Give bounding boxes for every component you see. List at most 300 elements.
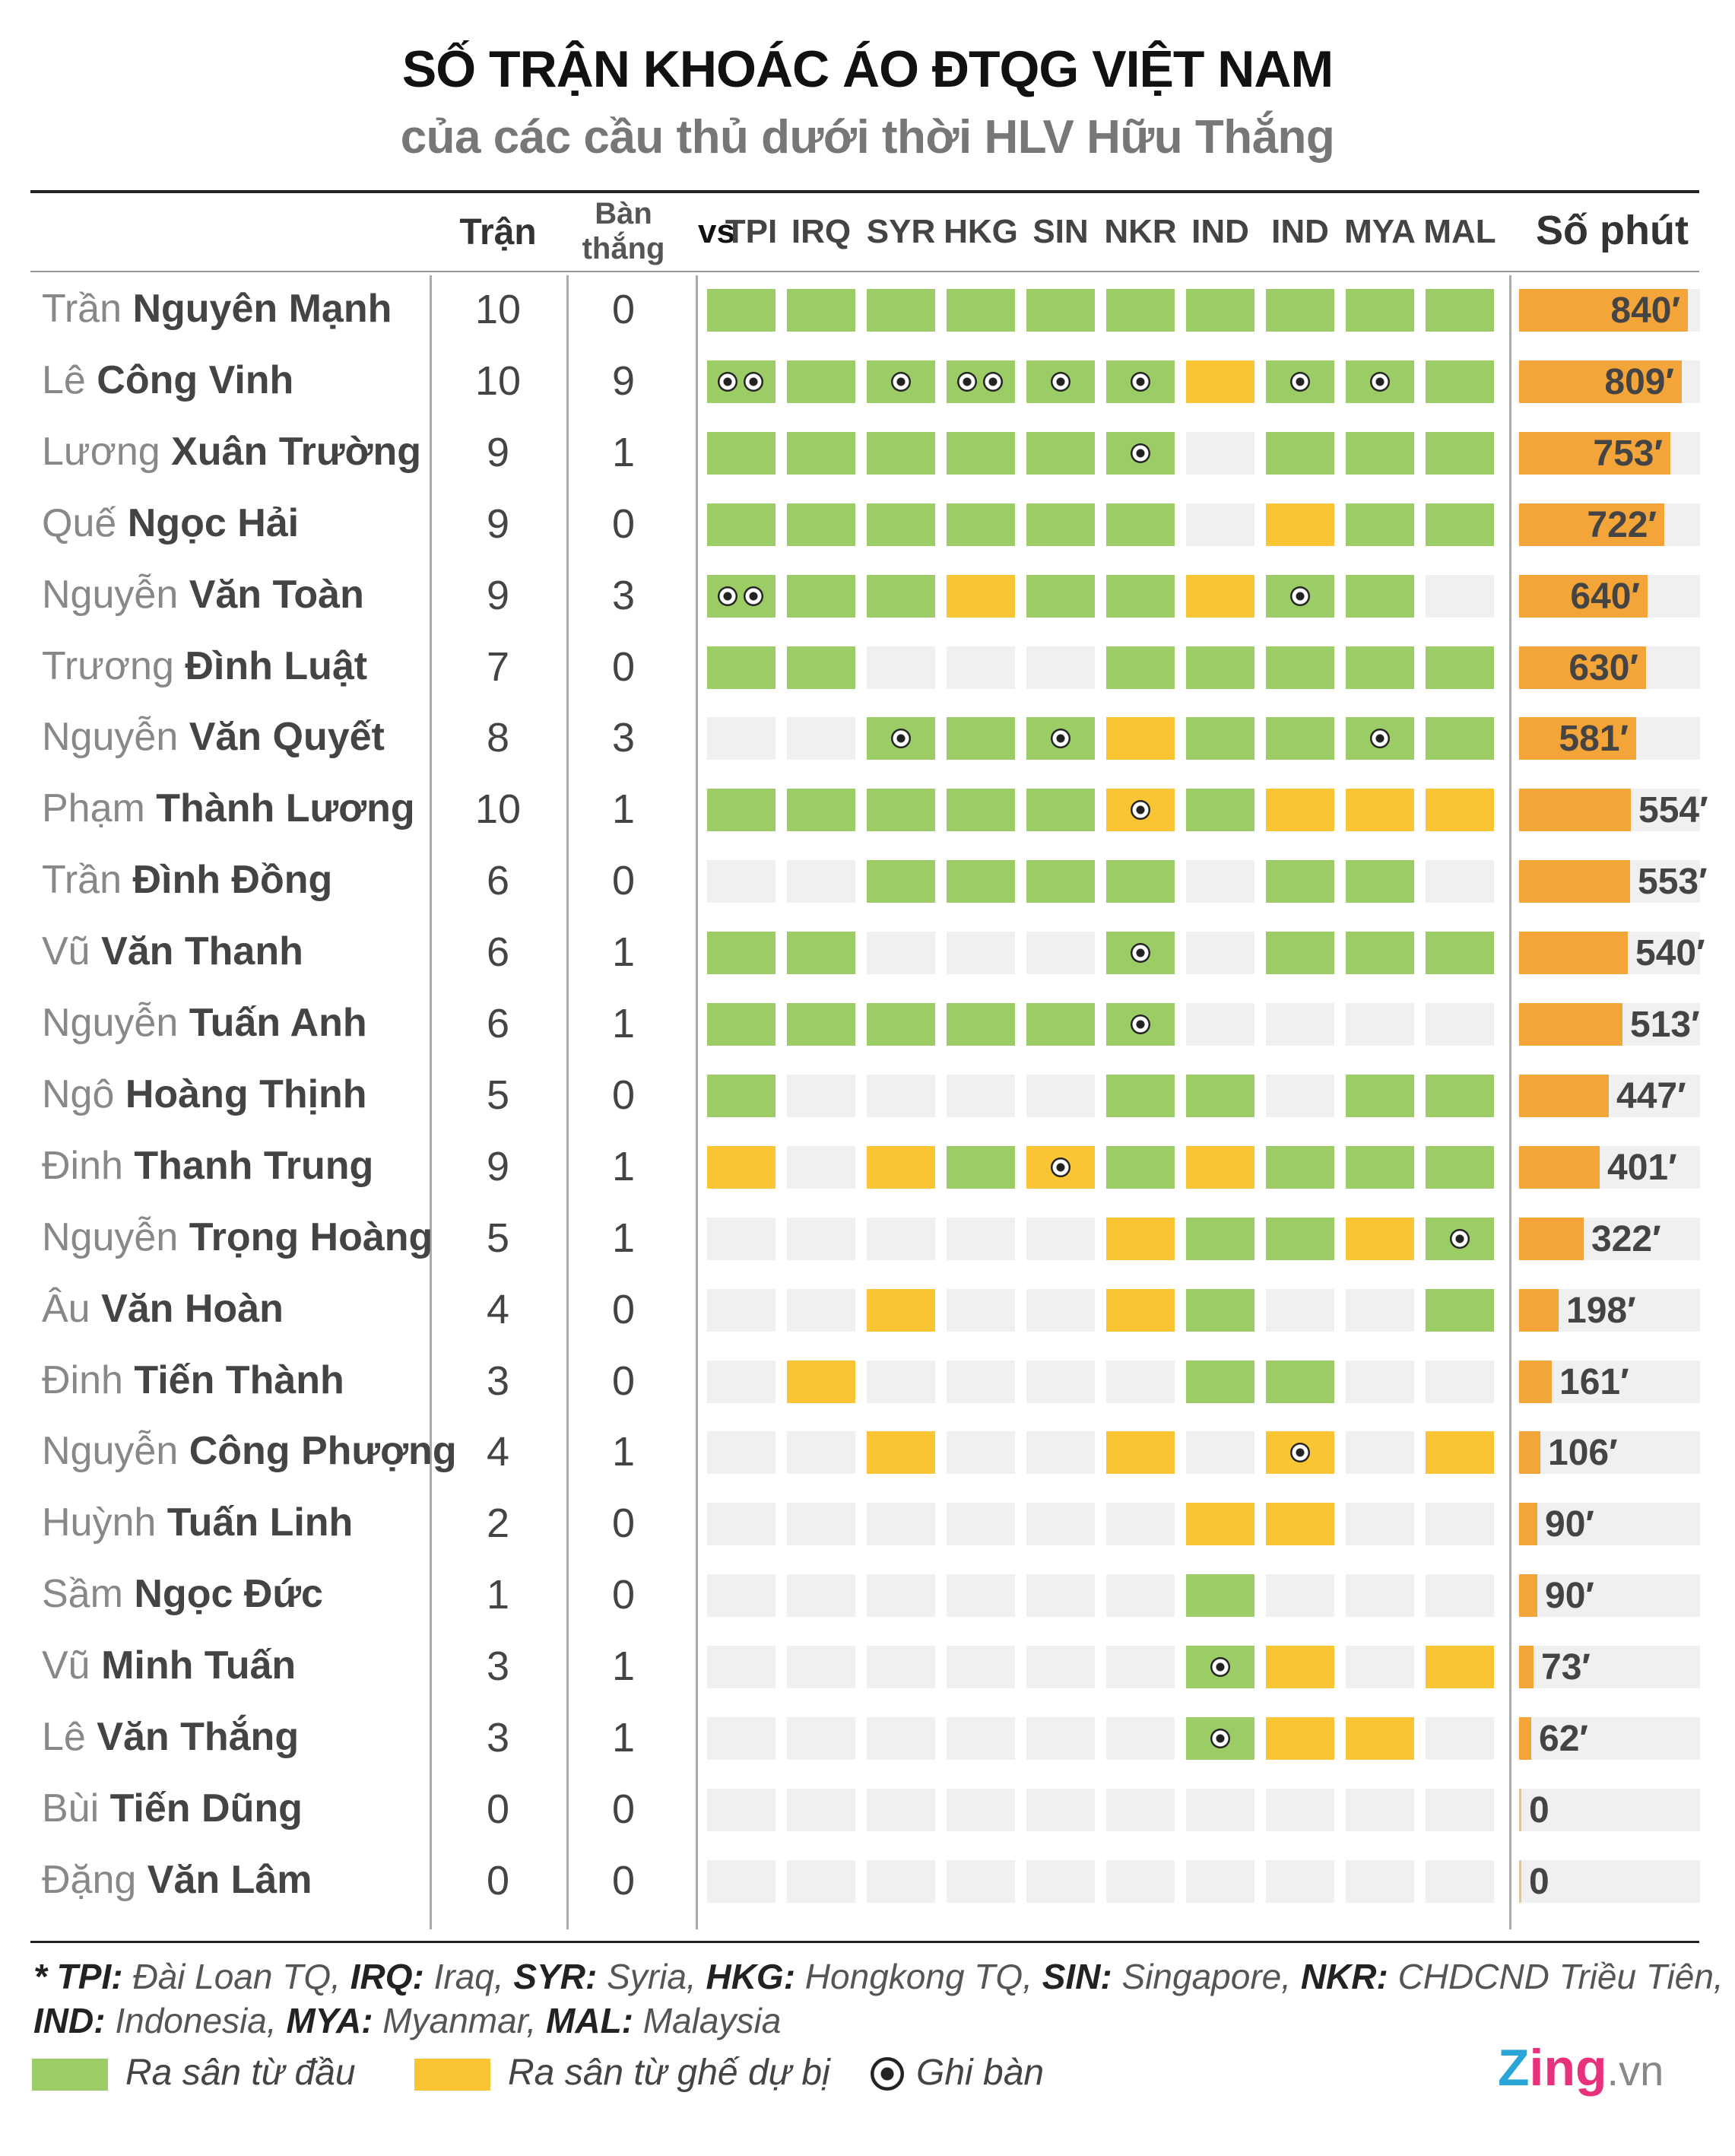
soccer-ball-icon xyxy=(891,372,911,392)
game-cell xyxy=(787,503,855,546)
game-cell xyxy=(1426,1574,1494,1617)
goals-count: 0 xyxy=(611,1786,636,1832)
matches-count: 0 xyxy=(486,1857,510,1904)
game-cell xyxy=(1026,1289,1095,1332)
page-title: SỐ TRẬN KHOÁC ÁO ĐTQG VIỆT NAM xyxy=(401,40,1334,98)
game-cell xyxy=(1266,1789,1334,1831)
minutes-label: 161′ xyxy=(1559,1361,1629,1402)
game-cell xyxy=(1106,860,1175,903)
game-cell xyxy=(1346,1503,1414,1545)
player-last-name: Công Vinh xyxy=(97,357,294,402)
game-cell xyxy=(1346,575,1414,618)
game-cell xyxy=(787,289,855,332)
player-name xyxy=(42,286,392,332)
game-cell xyxy=(1266,860,1334,903)
game-cell xyxy=(1186,1003,1254,1046)
game-cell xyxy=(707,503,776,546)
footnote-line-2-value-2: Malaysia xyxy=(633,2001,782,2040)
game-cell xyxy=(1186,1717,1254,1760)
game-cell xyxy=(787,860,855,903)
player-first-name: Phạm xyxy=(42,786,145,831)
vs-label: vs xyxy=(698,213,735,250)
game-cell xyxy=(1106,1361,1175,1403)
game-cell xyxy=(1106,1218,1175,1260)
game-cell xyxy=(707,1218,776,1260)
game-cell xyxy=(1106,503,1175,546)
goals-count: 1 xyxy=(611,1215,636,1261)
soccer-ball-icon xyxy=(1051,729,1070,748)
game-cell xyxy=(1346,503,1414,546)
soccer-ball-icon xyxy=(1210,1657,1230,1677)
footnote-line-1-key-4: SIN: xyxy=(1042,1957,1112,1996)
minutes-label: 640′ xyxy=(1570,576,1640,617)
game-cell xyxy=(1346,1003,1414,1046)
game-cell xyxy=(1026,360,1095,403)
minutes-bar xyxy=(1519,860,1630,903)
minutes-label: 198′ xyxy=(1566,1290,1636,1331)
player-name xyxy=(42,929,303,974)
game-cell xyxy=(867,1860,935,1903)
goals-count: 0 xyxy=(611,1072,636,1118)
matches-count: 3 xyxy=(486,1357,510,1404)
player-name xyxy=(42,357,293,403)
game-cell xyxy=(1106,1146,1175,1189)
minutes-label: 840′ xyxy=(1610,291,1680,331)
game-cell xyxy=(707,789,776,831)
game-cell xyxy=(867,646,935,689)
game-cell xyxy=(707,646,776,689)
logo-part1: Z xyxy=(1498,2039,1530,2097)
game-cell xyxy=(1026,1431,1095,1474)
soccer-ball-icon xyxy=(1131,372,1150,392)
game-cell xyxy=(867,860,935,903)
game-cell xyxy=(867,1075,935,1117)
game-cell xyxy=(947,1646,1015,1688)
game-cell xyxy=(707,1717,776,1760)
game-cell xyxy=(1426,503,1494,546)
matches-count: 9 xyxy=(486,429,510,475)
game-cell xyxy=(1346,1218,1414,1260)
legend-bench-swatch xyxy=(414,2059,490,2091)
game-cell xyxy=(1266,432,1334,475)
minutes-label: 90′ xyxy=(1545,1504,1594,1545)
goals-count: 9 xyxy=(611,357,636,404)
game-cell xyxy=(947,646,1015,689)
footnote-line-1-value-4: Singapore, xyxy=(1112,1957,1301,1996)
minutes-label: 553′ xyxy=(1638,862,1708,903)
goals-count: 1 xyxy=(611,1715,636,1761)
game-cell xyxy=(1266,1003,1334,1046)
footnote-line-2-key-2: MAL: xyxy=(546,2001,633,2040)
game-cell xyxy=(867,289,935,332)
game-cell xyxy=(707,1075,776,1117)
game-cell xyxy=(1346,1646,1414,1688)
game-cell xyxy=(867,1503,935,1545)
opponent-header-hkg-3: HKG xyxy=(944,213,1018,250)
player-last-name: Hoàng Thịnh xyxy=(125,1072,367,1116)
minutes-bar xyxy=(1519,1860,1521,1903)
player-name xyxy=(42,429,421,475)
soccer-ball-icon xyxy=(957,372,977,392)
minutes-label: 513′ xyxy=(1630,1005,1700,1045)
footnote-line-1-value-5: CHDCND Triều Tiên, xyxy=(1388,1957,1724,1996)
player-first-name: Quế xyxy=(42,500,117,545)
minutes-label: 73′ xyxy=(1541,1647,1591,1688)
matches-count: 3 xyxy=(486,1643,510,1690)
game-cell xyxy=(1106,932,1175,974)
player-last-name: Trọng Hoàng xyxy=(189,1215,433,1259)
brand-logo xyxy=(1498,2038,1664,2097)
game-cell xyxy=(1426,717,1494,760)
opponent-header-mya-8: MYA xyxy=(1344,213,1416,250)
game-cell xyxy=(1426,1646,1494,1688)
game-cell xyxy=(707,575,776,618)
game-cell xyxy=(867,1789,935,1831)
game-cell xyxy=(947,575,1015,618)
player-name xyxy=(42,572,364,618)
player-first-name: Vũ xyxy=(42,929,90,974)
game-cell xyxy=(1186,1218,1254,1260)
soccer-ball-icon xyxy=(871,2057,904,2091)
game-cell xyxy=(707,1503,776,1545)
minutes-label: 90′ xyxy=(1545,1576,1594,1617)
game-cell xyxy=(1186,860,1254,903)
player-first-name: Nguyễn xyxy=(42,1429,179,1474)
game-cell xyxy=(1266,1289,1334,1332)
game-cell xyxy=(707,1646,776,1688)
matches-count: 6 xyxy=(486,858,510,904)
game-cell xyxy=(1346,1146,1414,1189)
game-cell xyxy=(867,789,935,831)
game-cell xyxy=(947,1289,1015,1332)
player-last-name: Thanh Trung xyxy=(134,1143,374,1188)
game-cell xyxy=(1106,289,1175,332)
player-first-name: Trương xyxy=(42,643,174,688)
goals-count: 0 xyxy=(611,1572,636,1618)
player-name xyxy=(42,1857,312,1903)
game-cell xyxy=(1106,646,1175,689)
game-cell xyxy=(1106,1717,1175,1760)
game-cell xyxy=(1026,289,1095,332)
minutes-label: 554′ xyxy=(1638,790,1708,831)
game-cell xyxy=(787,789,855,831)
game-cell xyxy=(947,432,1015,475)
player-name xyxy=(42,1428,457,1474)
soccer-ball-icon xyxy=(1131,800,1150,820)
game-cell xyxy=(1026,503,1095,546)
player-last-name: Công Phượng xyxy=(189,1429,457,1474)
game-cell xyxy=(1026,1218,1095,1260)
game-cell xyxy=(867,1003,935,1046)
game-cell xyxy=(787,1646,855,1688)
player-name xyxy=(42,857,332,903)
game-cell xyxy=(1266,575,1334,618)
game-cell xyxy=(1426,1717,1494,1760)
goals-count: 1 xyxy=(611,786,636,833)
game-cell xyxy=(1106,717,1175,760)
game-cell xyxy=(1426,1289,1494,1332)
matches-count: 9 xyxy=(486,500,510,547)
game-cell xyxy=(1026,1646,1095,1688)
minutes-bar xyxy=(1519,1789,1521,1831)
player-last-name: Văn Hoàn xyxy=(101,1286,284,1331)
player-name xyxy=(42,714,385,760)
goals-header-line2: thắng xyxy=(582,232,665,265)
game-cell xyxy=(1106,432,1175,475)
game-cell xyxy=(1186,1075,1254,1117)
game-cell xyxy=(707,860,776,903)
player-last-name: Ngọc Hải xyxy=(127,500,300,545)
player-name xyxy=(42,500,299,546)
footnote-line-1-key-3: HKG: xyxy=(706,1957,796,1996)
game-cell xyxy=(1106,1503,1175,1545)
player-first-name: Đinh xyxy=(42,1357,123,1402)
game-cell xyxy=(1106,1289,1175,1332)
footnote-line-1-value-3: Hongkong TQ, xyxy=(795,1957,1042,1996)
soccer-ball-icon xyxy=(744,372,763,392)
matches-count: 9 xyxy=(486,572,510,618)
game-cell xyxy=(787,360,855,403)
game-cell xyxy=(1426,1789,1494,1831)
player-last-name: Tiến Thành xyxy=(134,1357,344,1402)
game-cell xyxy=(867,503,935,546)
game-cell xyxy=(1346,1717,1414,1760)
game-cell xyxy=(1426,360,1494,403)
game-cell xyxy=(1266,1146,1334,1189)
game-cell xyxy=(1186,360,1254,403)
game-cell xyxy=(1106,1003,1175,1046)
game-cell xyxy=(707,1574,776,1617)
game-cell xyxy=(787,646,855,689)
game-cell xyxy=(707,1789,776,1831)
game-cell xyxy=(1426,1503,1494,1545)
goals-count: 0 xyxy=(611,287,636,332)
footnote-line-2-value-1: Myanmar, xyxy=(373,2001,547,2040)
game-cell xyxy=(707,1003,776,1046)
game-cell xyxy=(707,289,776,332)
game-cell xyxy=(947,1075,1015,1117)
matches-count: 6 xyxy=(486,1001,510,1046)
minutes-label: 0 xyxy=(1529,1861,1549,1902)
footnote-line-1 xyxy=(33,1956,1724,1997)
soccer-ball-icon xyxy=(718,372,737,392)
minutes-bar xyxy=(1519,1361,1552,1403)
game-cell xyxy=(787,1003,855,1046)
footnote-line-1-value-1: Iraq, xyxy=(423,1957,514,1996)
game-cell xyxy=(867,932,935,974)
goals-count: 3 xyxy=(611,715,636,761)
player-first-name: Nguyễn xyxy=(42,1215,179,1259)
game-cell xyxy=(787,1289,855,1332)
game-cell xyxy=(787,1574,855,1617)
game-cell xyxy=(787,1431,855,1474)
game-cell xyxy=(867,717,935,760)
player-last-name: Ngọc Đức xyxy=(134,1572,323,1617)
goals-count: 3 xyxy=(611,572,636,618)
game-cell xyxy=(1186,1503,1254,1545)
minutes-label: 322′ xyxy=(1591,1218,1661,1259)
page-subtitle: của các cầu thủ dưới thời HLV Hữu Thắng xyxy=(400,111,1335,164)
player-first-name: Nguyễn xyxy=(42,572,179,617)
player-last-name: Tiến Dũng xyxy=(109,1786,303,1831)
game-cell xyxy=(1026,1574,1095,1617)
goals-count: 0 xyxy=(611,1500,636,1547)
game-cell xyxy=(1266,1860,1334,1903)
game-cell xyxy=(1186,1361,1254,1403)
footnote-line-2-key-1: MYA: xyxy=(286,2001,373,2040)
game-cell xyxy=(1186,1431,1254,1474)
soccer-ball-icon xyxy=(1370,729,1390,748)
opponent-header-sin-4: SIN xyxy=(1032,213,1089,250)
matches-count: 2 xyxy=(486,1500,510,1547)
player-last-name: Thành Lương xyxy=(156,786,415,831)
game-cell xyxy=(947,1717,1015,1760)
game-cell xyxy=(1026,717,1095,760)
player-name xyxy=(42,1143,373,1189)
opponent-header-irq-1: IRQ xyxy=(791,213,852,250)
game-cell xyxy=(787,1218,855,1260)
game-cell xyxy=(947,1789,1015,1831)
game-cell xyxy=(1426,575,1494,618)
game-cell xyxy=(1426,789,1494,831)
soccer-ball-icon xyxy=(1290,1443,1310,1462)
logo-suffix: .vn xyxy=(1607,2046,1664,2094)
player-last-name: Tuấn Anh xyxy=(189,1001,367,1045)
game-cell xyxy=(1426,1075,1494,1117)
game-cell xyxy=(1026,1717,1095,1760)
player-last-name: Xuân Trường xyxy=(171,429,421,474)
minutes-bar xyxy=(1519,1289,1559,1332)
matches-count: 3 xyxy=(486,1715,510,1761)
matches-count: 0 xyxy=(486,1786,510,1832)
player-name xyxy=(42,1000,367,1046)
goals-count: 1 xyxy=(611,929,636,976)
player-name xyxy=(42,1215,433,1260)
player-first-name: Âu xyxy=(42,1286,90,1331)
soccer-ball-icon xyxy=(1131,443,1150,463)
minutes-bar xyxy=(1519,1218,1584,1260)
game-cell xyxy=(1186,289,1254,332)
game-cell xyxy=(1186,1646,1254,1688)
game-cell xyxy=(1346,1289,1414,1332)
footnote-line-2 xyxy=(33,2000,781,2041)
game-cell xyxy=(1266,1361,1334,1403)
game-cell xyxy=(787,432,855,475)
player-last-name: Văn Thanh xyxy=(101,929,303,974)
game-cell xyxy=(787,575,855,618)
game-cell xyxy=(947,1361,1015,1403)
game-cell xyxy=(1426,1361,1494,1403)
game-cell xyxy=(787,1860,855,1903)
game-cell xyxy=(1426,1218,1494,1260)
soccer-ball-icon xyxy=(1290,372,1310,392)
minutes-label: 809′ xyxy=(1604,361,1674,402)
game-cell xyxy=(1346,1789,1414,1831)
game-cell xyxy=(1346,360,1414,403)
player-last-name: Văn Thắng xyxy=(97,1715,300,1759)
game-cell xyxy=(947,1146,1015,1189)
footnote-line-1-key-5: NKR: xyxy=(1300,1957,1388,1996)
player-name xyxy=(42,1072,367,1117)
goals-count: 1 xyxy=(611,429,636,475)
minutes-label: 0 xyxy=(1529,1789,1549,1831)
soccer-ball-icon xyxy=(1131,943,1150,963)
minutes-bar xyxy=(1519,1075,1609,1117)
goals-count: 1 xyxy=(611,1643,636,1690)
game-cell xyxy=(947,1431,1015,1474)
player-first-name: Trần xyxy=(42,858,122,903)
game-cell xyxy=(1266,1431,1334,1474)
game-cell xyxy=(947,1218,1015,1260)
player-name xyxy=(42,786,415,831)
game-cell xyxy=(1346,932,1414,974)
minutes-bar xyxy=(1519,932,1628,974)
footnote-line-2-key-0: IND: xyxy=(33,2001,106,2040)
game-cell xyxy=(1186,1289,1254,1332)
player-first-name: Ngô xyxy=(42,1072,115,1116)
game-cell xyxy=(1266,789,1334,831)
game-cell xyxy=(867,1646,935,1688)
game-cell xyxy=(1186,932,1254,974)
game-cell xyxy=(947,1003,1015,1046)
game-cell xyxy=(1106,1789,1175,1831)
soccer-ball-icon xyxy=(1051,372,1070,392)
game-cell xyxy=(707,1860,776,1903)
game-cell xyxy=(787,1503,855,1545)
matches-count: 5 xyxy=(486,1072,510,1118)
game-cell xyxy=(707,360,776,403)
game-cell xyxy=(867,1361,935,1403)
game-cell xyxy=(947,289,1015,332)
game-cell xyxy=(787,1075,855,1117)
player-name xyxy=(42,1571,323,1617)
soccer-ball-icon xyxy=(1450,1229,1470,1249)
game-cell xyxy=(1026,1789,1095,1831)
game-cell xyxy=(1026,575,1095,618)
player-last-name: Văn Toàn xyxy=(189,572,364,617)
logo-part2: ing xyxy=(1529,2039,1607,2097)
matches-count: 9 xyxy=(486,1143,510,1189)
game-cell xyxy=(1026,1361,1095,1403)
minutes-label: 401′ xyxy=(1607,1147,1677,1188)
game-cell xyxy=(1186,1574,1254,1617)
footnote-line-1-value-0: Đài Loan TQ, xyxy=(122,1957,350,1996)
player-first-name: Nguyễn xyxy=(42,1001,179,1045)
game-cell xyxy=(1266,360,1334,403)
game-cell xyxy=(1186,717,1254,760)
matches-count: 10 xyxy=(474,786,522,833)
soccer-ball-icon xyxy=(1290,586,1310,606)
game-cell xyxy=(867,1146,935,1189)
game-cell xyxy=(947,1860,1015,1903)
game-cell xyxy=(1026,1146,1095,1189)
game-cell xyxy=(1186,1146,1254,1189)
opponent-header-nkr-5: NKR xyxy=(1104,213,1177,250)
game-cell xyxy=(1346,1075,1414,1117)
player-name xyxy=(42,1286,284,1332)
goals-header-line1: Bàn xyxy=(595,197,652,230)
minutes-label: 581′ xyxy=(1559,719,1629,760)
game-cell xyxy=(1266,289,1334,332)
goals-count: 0 xyxy=(611,1357,636,1404)
player-first-name: Huỳnh xyxy=(42,1500,157,1545)
player-first-name: Vũ xyxy=(42,1643,90,1688)
game-cell xyxy=(1266,503,1334,546)
game-cell xyxy=(1186,503,1254,546)
game-cell xyxy=(1426,1003,1494,1046)
player-name xyxy=(42,1357,344,1403)
minutes-bar xyxy=(1519,1574,1537,1617)
